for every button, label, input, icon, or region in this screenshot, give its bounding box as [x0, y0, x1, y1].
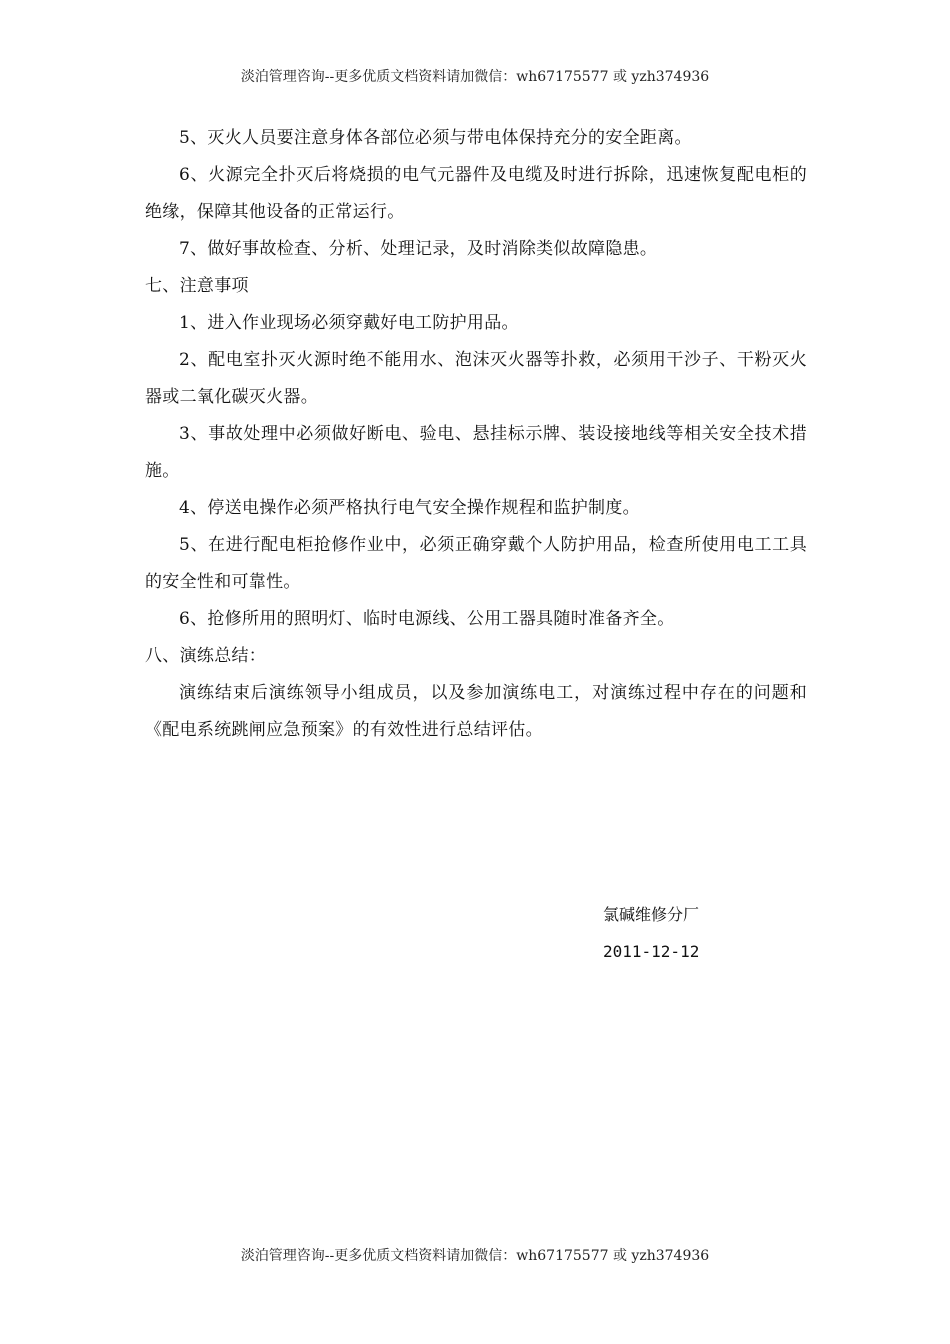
- page-header: 淡泊管理咨询--更多优质文档资料请加微信：wh67175577 或 yzh374936: [240, 69, 710, 85]
- paragraph-precaution-5: 5、在进行配电柜抢修作业中，必须正确穿戴个人防护用品，检查所使用电工工具的安全性和可靠性。: [145, 535, 807, 592]
- paragraph-precaution-4: 4、停送电操作必须严格执行电气安全操作规程和监护制度。: [179, 498, 640, 518]
- signature-organization: 氯碱维修分厂: [603, 905, 700, 924]
- page-footer: 淡泊管理咨询--更多优质文档资料请加微信：wh67175577 或 yzh374936: [240, 1248, 710, 1264]
- paragraph-item-6-restore-insulation: 6、火源完全扑灭后将烧损的电气元器件及电缆及时进行拆除，迅速恢复配电柜的绝缘，保障其他设备的正常运行。: [145, 165, 807, 222]
- paragraph-precaution-2: 2、配电室扑灭火源时绝不能用水、泡沫灭火器等扑救，必须用干沙子、干粉灭火器或二氧化碳灭火器。: [145, 350, 807, 407]
- document-body: [145, 120, 807, 749]
- signature-date: 2011-12-12: [603, 942, 700, 961]
- section-heading-drill-summary: 八、演练总结：: [145, 646, 267, 666]
- paragraph-item-5-safety-distance: 5、灭火人员要注意身体各部位必须与带电体保持充分的安全距离。: [179, 128, 692, 148]
- paragraph-precaution-1: 1、进入作业现场必须穿戴好电工防护用品。: [179, 313, 519, 333]
- signature-block: [603, 896, 699, 970]
- paragraph-precaution-3: 3、事故处理中必须做好断电、验电、悬挂标示牌、装设接地线等相关安全技术措施。: [145, 424, 807, 481]
- paragraph-item-7-records: 7、做好事故检查、分析、处理记录，及时消除类似故障隐患。: [179, 239, 658, 259]
- paragraph-precaution-6: 6、抢修所用的照明灯、临时电源线、公用工器具随时准备齐全。: [179, 609, 675, 629]
- paragraph-drill-summary: 演练结束后演练领导小组成员，以及参加演练电工，对演练过程中存在的问题和《配电系统跳闸应急预案》的有效性进行总结评估。: [145, 683, 807, 740]
- section-heading-precautions: 七、注意事项: [145, 276, 249, 296]
